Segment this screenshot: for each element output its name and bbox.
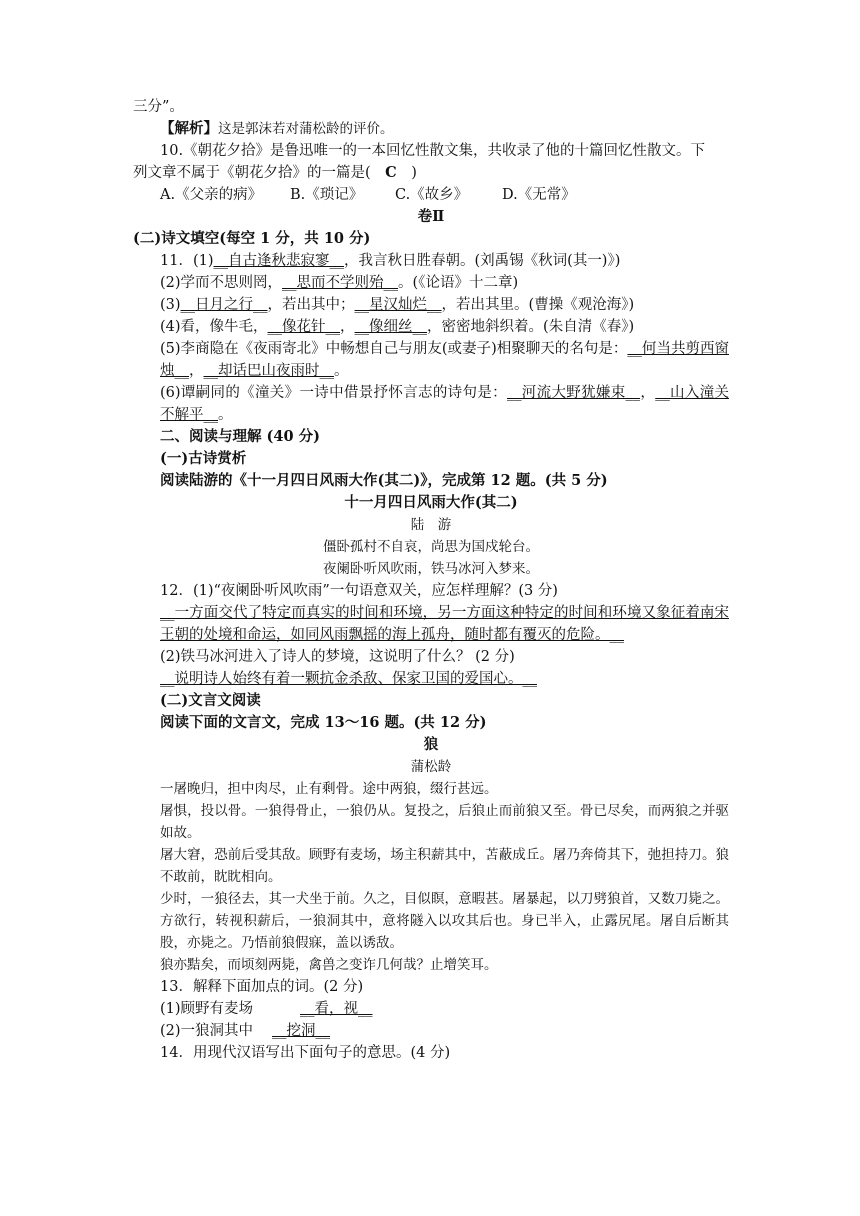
- q14: 14．用现代汉语写出下面句子的意思。(4 分): [160, 1045, 451, 1061]
- q11-4-answer-1: __像花针__: [267, 319, 341, 335]
- q11-3: [133, 294, 729, 316]
- q11-6: [133, 382, 729, 426]
- q11-2: [133, 272, 729, 294]
- option-d: D.《无常》: [502, 187, 576, 203]
- q12-2: (2)铁马冰河进入了诗人的梦境，这说明了什么？ (2 分): [160, 649, 515, 665]
- wenyan-title: 狼: [423, 736, 439, 753]
- q11-4-answer-2: __像细丝__: [354, 319, 428, 335]
- q13-2: [133, 1020, 729, 1042]
- q11-5-text: (5)李商隐在《夜雨寄北》中畅想自己与朋友(或妻子)相聚聊天的名句是：: [160, 341, 628, 357]
- q11-5-comma: ，: [189, 363, 204, 379]
- wenyan-paragraph-2: 屠惧，投以骨。一狼得骨止，一狼仍从。复投之，后狼止而前狼又至。骨已尽矣，而两狼之并驱如故。: [160, 803, 729, 841]
- option-a: A.《父亲的病》: [160, 187, 263, 203]
- poem-intro: 阅读陆游的《十一月四日风雨大作(其二)》，完成第 12 题。(共 5 分): [160, 472, 608, 489]
- text-line: 三分”。: [133, 99, 184, 115]
- q11-3-source: ，若出其里。(曹操《观沧海》): [441, 297, 635, 313]
- q11-1-num: 11．(1): [160, 253, 214, 269]
- section-juan2: 卷Ⅱ: [417, 208, 445, 225]
- q10-answer: C: [385, 164, 397, 181]
- option-b: B.《琐记》: [290, 187, 364, 203]
- q11-6-answer-2: __山入潼关不解平__: [160, 385, 730, 423]
- poem-author: 陆 游: [410, 517, 452, 533]
- q11-5-answer-2: __却话巴山夜雨时__: [203, 363, 334, 379]
- q12-2-answer: __说明诗人始终有着一颗抗金杀敌、保家卫国的爱国心。__: [160, 671, 537, 687]
- q11-5-answer-1: __何当共剪西窗烛__: [160, 341, 730, 379]
- q13-1-text: (1)顾野有麦场: [160, 1001, 254, 1017]
- question-10-cont: [133, 162, 729, 184]
- q12-1-answer: __一方面交代了特定而真实的时间和环境，另一方面这种特定的时间和环境又象征着南宋王朝的处境和命运，如同风雨飘摇的海上孤舟，随时都有覆灭的危险。__: [160, 605, 729, 643]
- q13-1-answer: __看，视__: [300, 1001, 373, 1017]
- question-10: 10.《朝花夕拾》是鲁迅唯一的一本回忆性散文集，共收录了他的十篇回忆性散文。下: [160, 143, 706, 159]
- q11-4-source: ，密密地斜织着。(朱自清《春》): [427, 319, 635, 335]
- q11-3-text: ，若出其中；: [267, 297, 355, 313]
- q11-2-answer: __思而不学则殆__: [282, 275, 399, 291]
- q11-1-text: ，我言秋日胜春朝。(刘禹锡《秋词(其一)》): [344, 253, 621, 269]
- q11-5-end: 。: [334, 363, 349, 379]
- wenyan-paragraph-5: 狼亦黠矣，而顷刻两毙，禽兽之变诈几何哉？止增笑耳。: [160, 957, 498, 973]
- analysis-text: 这是郭沫若对蒲松龄的评价。: [218, 121, 394, 137]
- q11-1-answer: __自古逢秋悲寂寥__: [213, 253, 344, 269]
- q11-5: [133, 338, 729, 382]
- q12-1: 12．(1)“夜阑卧听风吹雨”一句语意双关，应怎样理解？(3 分): [160, 583, 558, 599]
- q13-2-answer: __挖洞__: [272, 1023, 330, 1039]
- q11-6-comma: ，: [640, 385, 656, 401]
- wenyan-paragraph-1: 一屠晚归，担中肉尽，止有剩骨。途中两狼，缀行甚远。: [160, 781, 498, 797]
- wenyan-paragraph-4: 少时，一狼径去，其一犬坐于前。久之，目似瞑，意暇甚。屠暴起，以刀劈狼首，又数刀毙之。方欲行，转视积薪后，一狼洞其中，意将隧入以攻其后也。身已半入，止露尻尾。屠自后断其股，亦毙之。乃悟前狼假寐，盖以诱敌。: [160, 891, 729, 951]
- q11-6-text: (6)谭嗣同的《潼关》一诗中借景抒怀言志的诗句是：: [160, 385, 507, 401]
- q11-6-answer-1: __河流大野犹嫌束__: [506, 385, 641, 401]
- q13: 13．解释下面加点的词。(2 分): [160, 979, 364, 995]
- q11-3-num: (3): [160, 297, 181, 313]
- poem-title: 十一月四日风雨大作(其二): [344, 494, 518, 511]
- wenyan-author: 蒲松龄: [410, 759, 452, 775]
- q10-options: [133, 184, 729, 206]
- q10-text-end: ): [396, 165, 417, 181]
- wenyan-intro: 阅读下面的文言文，完成 13～16 题。(共 12 分): [160, 714, 487, 731]
- q11-3-answer-1: __日月之行__: [180, 297, 268, 313]
- section-2-1-heading: (一)古诗赏析: [160, 450, 247, 467]
- q11-2-text: (2)学而不思则罔，: [160, 275, 283, 291]
- q13-2-text: (2)一狼洞其中: [160, 1023, 254, 1039]
- q11-1: [133, 250, 729, 272]
- wenyan-paragraph-3: 屠大窘，恐前后受其敌。顾野有麦场，场主积薪其中，苫蔽成丘。屠乃奔倚其下，弛担持刀。狼不敢前，眈眈相向。: [160, 847, 729, 885]
- q11-4: [133, 316, 729, 338]
- poem-line-1: 僵卧孤村不自哀，尚思为国戍轮台。: [323, 539, 539, 555]
- q11-3-answer-2: __星汉灿烂__: [354, 297, 442, 313]
- option-c: C.《故乡》: [395, 187, 469, 203]
- q11-4-comma: ，: [340, 319, 355, 335]
- q13-1: [133, 998, 729, 1020]
- section-2-2-heading: (二)文言文阅读: [160, 692, 261, 709]
- poem-line-2: 夜阑卧听风吹雨，铁马冰河入梦来。: [323, 561, 539, 577]
- analysis-label: 【解析】: [160, 120, 218, 137]
- q11-4-text: (4)看，像牛毛，: [160, 319, 268, 335]
- q11-6-end: 。: [218, 407, 233, 423]
- document-page: [133, 96, 729, 1064]
- section-fill-heading: (二)诗文填空(每空 1 分，共 10 分): [133, 230, 371, 247]
- q10-text: 列文章不属于《朝花夕拾》的一篇是(: [133, 165, 386, 181]
- q11-2-source: 。(《论语》十二章): [398, 275, 519, 291]
- section-2-heading: 二、阅读与理解 (40 分): [160, 428, 320, 445]
- analysis-line: [133, 118, 729, 140]
